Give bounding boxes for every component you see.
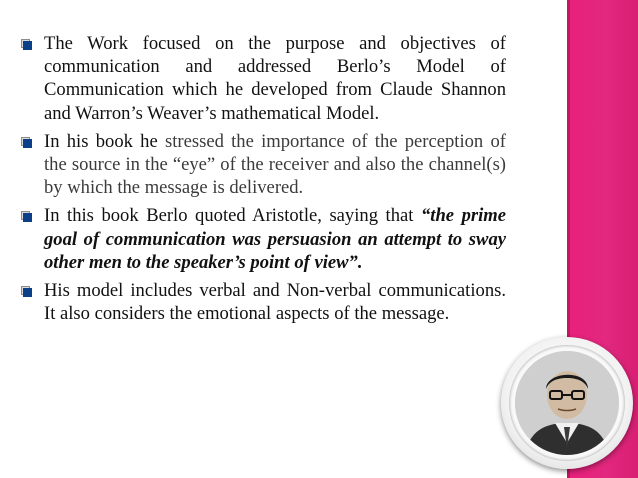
aristotle-quote: “the prime goal of communication was persuasion an attempt to sway other men to the speaker’s point of view”.: [44, 205, 507, 273]
square-bullet-icon: [21, 39, 31, 49]
portrait-image: [515, 351, 619, 455]
square-bullet-icon: [21, 137, 31, 147]
square-bullet-icon: [21, 211, 31, 221]
bullet-text: In this book Berlo quoted Aristotle, saying that: [44, 205, 421, 227]
bullet-item: [20, 32, 506, 125]
bullet-text: In his book he: [44, 130, 165, 152]
portrait-photo: [515, 351, 619, 455]
portrait-frame: [501, 337, 633, 469]
square-bullet-icon: [21, 286, 31, 296]
bullet-text-continued: stressed the importance of the perception of the source in the “eye” of the receiver and also the channel(s) by which the message is delivered.: [44, 130, 506, 199]
bullet-item: [20, 279, 506, 325]
bullet-text: His model includes verbal and Non-verbal communications. It also considers the emotional aspects of the message.: [44, 280, 506, 325]
bullet-list: [20, 32, 506, 330]
bullet-item: [20, 204, 506, 274]
bullet-item: [20, 130, 506, 200]
bullet-text: The Work focused on the purpose and objectives of communication and addressed Berlo’s Model of Communication which he developed from Claude Shannon and Warron’s Weaver’s mathematical Model.: [44, 33, 506, 124]
